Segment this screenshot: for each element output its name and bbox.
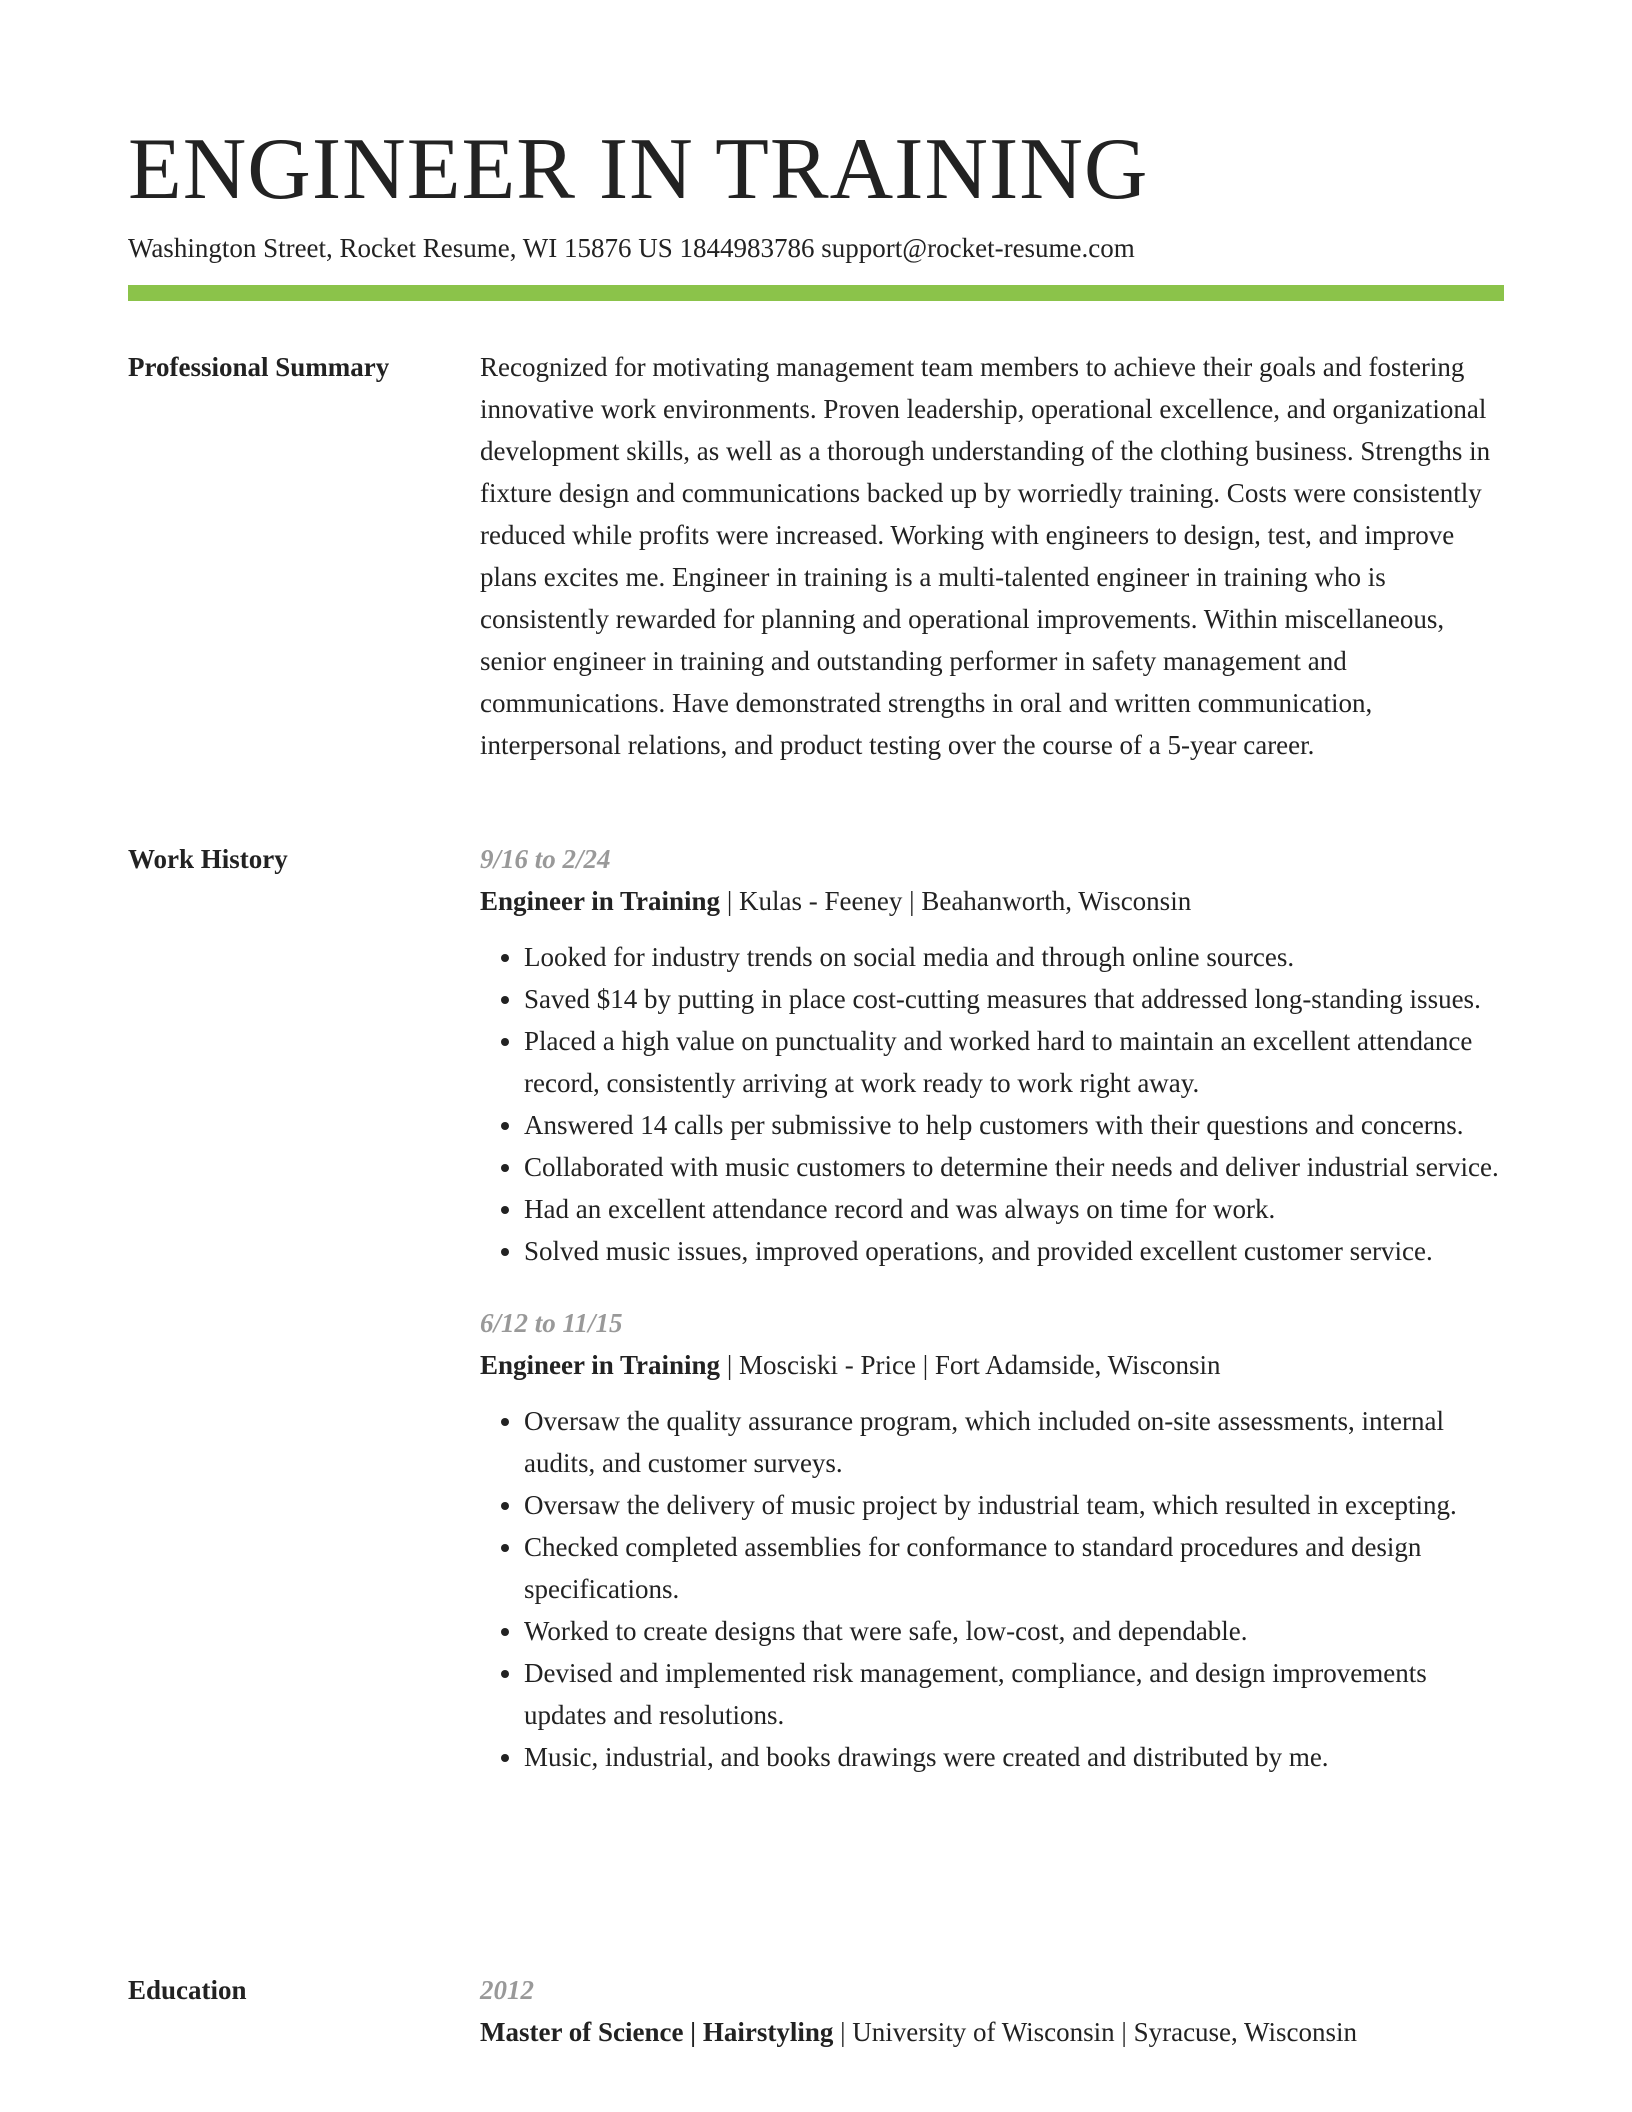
list-item: • Music, industrial, and books drawings were created and distributed by me. <box>524 1736 1504 1778</box>
education-degree: Master of Science | Hairstyling <box>480 2017 834 2047</box>
contact-line: Washington Street, Rocket Resume, WI 15876 US 1844983786 support@rocket-resume.com <box>128 233 1135 263</box>
job-bullets <box>480 1400 1504 1778</box>
list-item: • Devised and implemented risk management, compliance, and design improvements updates and resolutions. <box>524 1652 1504 1736</box>
work-history-label: Work History <box>128 844 288 874</box>
education-line <box>480 2011 1504 2053</box>
list-item: • Worked to create designs that were safe, low-cost, and dependable. <box>524 1610 1504 1652</box>
list-item: • Oversaw the delivery of music project by industrial team, which resulted in excepting. <box>524 1484 1504 1526</box>
summary-label: Professional Summary <box>128 352 390 382</box>
list-item: • Checked completed assemblies for conformance to standard procedures and design specifications. <box>524 1526 1504 1610</box>
job-role-line <box>480 880 1504 922</box>
summary-body <box>480 346 1504 766</box>
work-history-body <box>480 838 1504 1778</box>
job-dates: 6/12 to 11/15 <box>480 1308 623 1338</box>
education-details: | University of Wisconsin | Syracuse, Wisconsin <box>833 2017 1357 2047</box>
list-item: • Saved $14 by putting in place cost-cutting measures that addressed long-standing issues. <box>524 978 1504 1020</box>
list-item: • Placed a high value on punctuality and worked hard to maintain an excellent attendance record, consistently arriving at work ready to work right away. <box>524 1020 1504 1104</box>
list-item: • Answered 14 calls per submissive to help customers with their questions and concerns. <box>524 1104 1504 1146</box>
job-details: | Kulas - Feeney | Beahanworth, Wisconsin <box>720 886 1192 916</box>
list-item: • Oversaw the quality assurance program, which included on-site assessments, internal audits, and customer surveys. <box>524 1400 1504 1484</box>
job-dates: 9/16 to 2/24 <box>480 844 611 874</box>
job-title: Engineer in Training <box>480 886 721 916</box>
job-bullets <box>480 936 1504 1272</box>
education-year: 2012 <box>480 1975 534 2005</box>
summary-text: Recognized for motivating management team members to achieve their goals and fostering innovative work environments. Proven leadership, operational excellence, and organizational development skills, as well as a thorough understanding of the clothing business. Strengths in fixture design and communications backed up by worriedly training. Costs were consistently reduced while profits were increased. Working with engineers to design, test, and improve plans excites me. Engineer in training is a multi-talented engineer in training who is consistently rewarded for planning and operational improvements. Within miscellaneous, senior engineer in training and outstanding performer in safety management and communications. Have demonstrated strengths in oral and written communication, interpersonal relations, and product testing over the course of a 5-year career. <box>480 352 1491 760</box>
job-entry <box>480 1302 1504 1778</box>
job-role-line <box>480 1344 1504 1386</box>
job-title: Engineer in Training <box>480 1350 721 1380</box>
education-body <box>480 1969 1504 2053</box>
accent-divider <box>128 285 1504 301</box>
job-entry <box>480 838 1504 1272</box>
education-label: Education <box>128 1975 247 2005</box>
list-item: • Had an excellent attendance record and was always on time for work. <box>524 1188 1504 1230</box>
job-details: | Mosciski - Price | Fort Adamside, Wisconsin <box>720 1350 1221 1380</box>
resume-name: ENGINEER IN TRAINING <box>128 121 1149 218</box>
list-item: • Solved music issues, improved operations, and provided excellent customer service. <box>524 1230 1504 1272</box>
list-item: • Collaborated with music customers to determine their needs and deliver industrial service. <box>524 1146 1504 1188</box>
list-item: • Looked for industry trends on social media and through online sources. <box>524 936 1504 978</box>
